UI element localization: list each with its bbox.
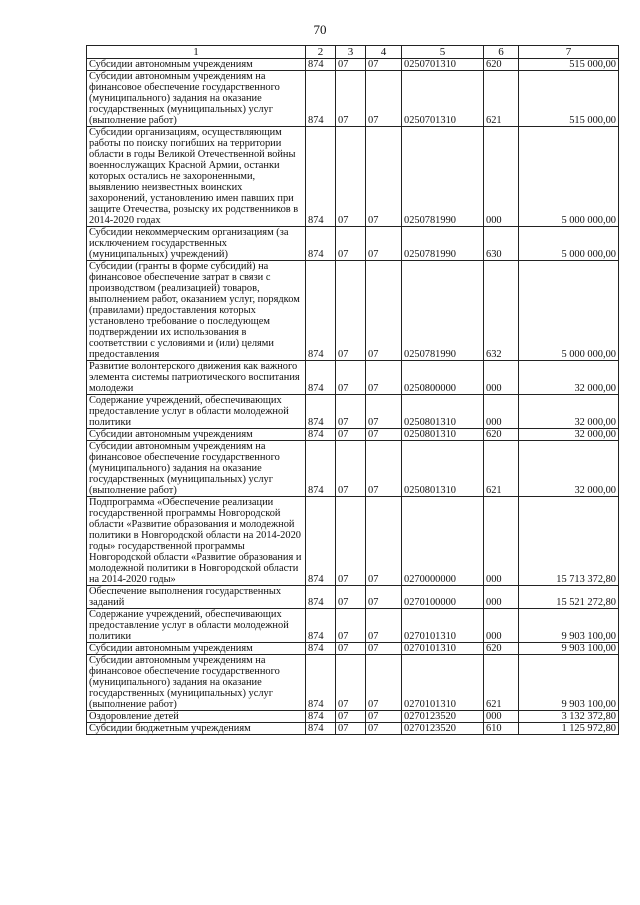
expense-type-cell: 000 <box>484 395 519 429</box>
subsection-code-cell: 07 <box>366 711 402 723</box>
row-name-cell: Содержание учреждений, обеспечивающих предоставление услуг в области молодежной политики <box>87 609 306 643</box>
row-name-cell: Субсидии автономным учреждениям на финансовое обеспечение государственного (муниципального) задания на оказание государственных (муниципальных) услуг (выполнение работ) <box>87 441 306 497</box>
target-article-cell: 0270123520 <box>402 711 484 723</box>
table-row <box>87 227 619 261</box>
target-article-cell: 0250801310 <box>402 441 484 497</box>
row-name-cell: Развитие волонтерского движения как важного элемента системы патриотического воспитания молодежи <box>87 361 306 395</box>
subsection-code-cell: 07 <box>366 127 402 227</box>
gr-code-cell: 874 <box>306 127 336 227</box>
target-article-cell: 0250801310 <box>402 429 484 441</box>
row-name-cell: Оздоровление детей <box>87 711 306 723</box>
table-row <box>87 361 619 395</box>
gr-code-cell: 874 <box>306 711 336 723</box>
target-article-cell: 0270000000 <box>402 497 484 586</box>
subsection-code-cell: 07 <box>366 395 402 429</box>
gr-code-cell: 874 <box>306 643 336 655</box>
expense-type-cell: 000 <box>484 361 519 395</box>
gr-code-cell: 874 <box>306 497 336 586</box>
target-article-cell: 0250800000 <box>402 361 484 395</box>
table-row <box>87 497 619 586</box>
amount-cell: 32 000,00 <box>519 361 619 395</box>
table-row <box>87 711 619 723</box>
column-header: 2 <box>306 46 336 59</box>
amount-cell: 3 132 372,80 <box>519 711 619 723</box>
gr-code-cell: 874 <box>306 441 336 497</box>
table-row <box>87 59 619 71</box>
gr-code-cell: 874 <box>306 586 336 609</box>
expense-type-cell: 620 <box>484 643 519 655</box>
target-article-cell: 0250781990 <box>402 261 484 361</box>
target-article-cell: 0250801310 <box>402 395 484 429</box>
gr-code-cell: 874 <box>306 227 336 261</box>
section-code-cell: 07 <box>336 711 366 723</box>
row-name-cell: Субсидии автономным учреждениям <box>87 59 306 71</box>
table-row <box>87 261 619 361</box>
expense-type-cell: 620 <box>484 59 519 71</box>
expense-type-cell: 000 <box>484 497 519 586</box>
subsection-code-cell: 07 <box>366 361 402 395</box>
amount-cell: 5 000 000,00 <box>519 261 619 361</box>
amount-cell: 15 521 272,80 <box>519 586 619 609</box>
gr-code-cell: 874 <box>306 59 336 71</box>
target-article-cell: 0270101310 <box>402 655 484 711</box>
table-row <box>87 655 619 711</box>
row-name-cell: Субсидии автономным учреждениям <box>87 643 306 655</box>
subsection-code-cell: 07 <box>366 59 402 71</box>
row-name-cell: Субсидии автономным учреждениям на финансовое обеспечение государственного (муниципального) задания на оказание государственных (муниципальных) услуг (выполнение работ) <box>87 71 306 127</box>
expense-type-cell: 632 <box>484 261 519 361</box>
section-code-cell: 07 <box>336 441 366 497</box>
subsection-code-cell: 07 <box>366 71 402 127</box>
target-article-cell: 0270100000 <box>402 586 484 609</box>
table-row <box>87 643 619 655</box>
column-header: 3 <box>336 46 366 59</box>
subsection-code-cell: 07 <box>366 441 402 497</box>
subsection-code-cell: 07 <box>366 609 402 643</box>
column-header: 7 <box>519 46 619 59</box>
amount-cell: 9 903 100,00 <box>519 609 619 643</box>
budget-table <box>86 45 619 735</box>
row-name-cell: Субсидии некоммерческим организациям (за исключением государственных (муниципальных) учреждений) <box>87 227 306 261</box>
section-code-cell: 07 <box>336 71 366 127</box>
subsection-code-cell: 07 <box>366 429 402 441</box>
table-row <box>87 586 619 609</box>
section-code-cell: 07 <box>336 59 366 71</box>
expense-type-cell: 630 <box>484 227 519 261</box>
target-article-cell: 0250781990 <box>402 227 484 261</box>
column-header: 1 <box>87 46 306 59</box>
column-header: 4 <box>366 46 402 59</box>
table-row <box>87 441 619 497</box>
subsection-code-cell: 07 <box>366 723 402 735</box>
target-article-cell: 0250701310 <box>402 59 484 71</box>
section-code-cell: 07 <box>336 497 366 586</box>
row-name-cell: Субсидии автономным учреждениям <box>87 429 306 441</box>
section-code-cell: 07 <box>336 429 366 441</box>
gr-code-cell: 874 <box>306 361 336 395</box>
amount-cell: 32 000,00 <box>519 429 619 441</box>
expense-type-cell: 000 <box>484 711 519 723</box>
section-code-cell: 07 <box>336 395 366 429</box>
column-header: 6 <box>484 46 519 59</box>
gr-code-cell: 874 <box>306 261 336 361</box>
subsection-code-cell: 07 <box>366 497 402 586</box>
amount-cell: 9 903 100,00 <box>519 655 619 711</box>
table-row <box>87 429 619 441</box>
expense-type-cell: 621 <box>484 441 519 497</box>
target-article-cell: 0250701310 <box>402 71 484 127</box>
gr-code-cell: 874 <box>306 429 336 441</box>
table-row <box>87 127 619 227</box>
section-code-cell: 07 <box>336 361 366 395</box>
subsection-code-cell: 07 <box>366 227 402 261</box>
subsection-code-cell: 07 <box>366 261 402 361</box>
target-article-cell: 0270101310 <box>402 609 484 643</box>
row-name-cell: Субсидии (гранты в форме субсидий) на финансовое обеспечение затрат в связи с производством (реализацией) товаров, выполнением работ, оказанием услуг, порядком (правилами) предоставления которых установлено требование о последующем подтверждении их использования в соответствии с условиями и (или) целями предоставления <box>87 261 306 361</box>
section-code-cell: 07 <box>336 655 366 711</box>
expense-type-cell: 000 <box>484 127 519 227</box>
amount-cell: 1 125 972,80 <box>519 723 619 735</box>
subsection-code-cell: 07 <box>366 655 402 711</box>
row-name-cell: Субсидии бюджетным учреждениям <box>87 723 306 735</box>
amount-cell: 5 000 000,00 <box>519 127 619 227</box>
row-name-cell: Подпрограмма «Обеспечение реализации государственной программы Новгородской области «Развитие образования и молодежной политики в Новгородской области на 2014-2020 годы» государственной программы Новгородской области «Развитие образования и молодежной политики в Новгородской области на 2014-2020 годы» <box>87 497 306 586</box>
gr-code-cell: 874 <box>306 395 336 429</box>
gr-code-cell: 874 <box>306 655 336 711</box>
amount-cell: 9 903 100,00 <box>519 643 619 655</box>
section-code-cell: 07 <box>336 643 366 655</box>
expense-type-cell: 621 <box>484 655 519 711</box>
section-code-cell: 07 <box>336 609 366 643</box>
gr-code-cell: 874 <box>306 71 336 127</box>
expense-type-cell: 000 <box>484 586 519 609</box>
table-row <box>87 609 619 643</box>
column-header: 5 <box>402 46 484 59</box>
amount-cell: 515 000,00 <box>519 71 619 127</box>
target-article-cell: 0270123520 <box>402 723 484 735</box>
amount-cell: 32 000,00 <box>519 441 619 497</box>
row-name-cell: Обеспечение выполнения государственных заданий <box>87 586 306 609</box>
section-code-cell: 07 <box>336 586 366 609</box>
amount-cell: 32 000,00 <box>519 395 619 429</box>
amount-cell: 515 000,00 <box>519 59 619 71</box>
amount-cell: 15 713 372,80 <box>519 497 619 586</box>
table-header-row <box>87 46 619 59</box>
expense-type-cell: 610 <box>484 723 519 735</box>
subsection-code-cell: 07 <box>366 586 402 609</box>
gr-code-cell: 874 <box>306 723 336 735</box>
expense-type-cell: 621 <box>484 71 519 127</box>
section-code-cell: 07 <box>336 227 366 261</box>
section-code-cell: 07 <box>336 261 366 361</box>
table-row <box>87 395 619 429</box>
row-name-cell: Субсидии организациям, осуществляющим работы по поиску погибших на территории области в годы Великой Отечественной войны военнослужащих Красной Армии, останки которых остались не захороненными, выявлению неизвестных воинских захоронений, установлению имен павших при защите Отечества, розыску их родственников в 2014-2020 годах <box>87 127 306 227</box>
amount-cell: 5 000 000,00 <box>519 227 619 261</box>
section-code-cell: 07 <box>336 127 366 227</box>
page-number: 70 <box>313 22 327 37</box>
expense-type-cell: 620 <box>484 429 519 441</box>
gr-code-cell: 874 <box>306 609 336 643</box>
section-code-cell: 07 <box>336 723 366 735</box>
table-row <box>87 71 619 127</box>
table-row <box>87 723 619 735</box>
row-name-cell: Субсидии автономным учреждениям на финансовое обеспечение государственного (муниципального) задания на оказание государственных (муниципальных) услуг (выполнение работ) <box>87 655 306 711</box>
target-article-cell: 0270101310 <box>402 643 484 655</box>
expense-type-cell: 000 <box>484 609 519 643</box>
target-article-cell: 0250781990 <box>402 127 484 227</box>
subsection-code-cell: 07 <box>366 643 402 655</box>
row-name-cell: Содержание учреждений, обеспечивающих предоставление услуг в области молодежной политики <box>87 395 306 429</box>
